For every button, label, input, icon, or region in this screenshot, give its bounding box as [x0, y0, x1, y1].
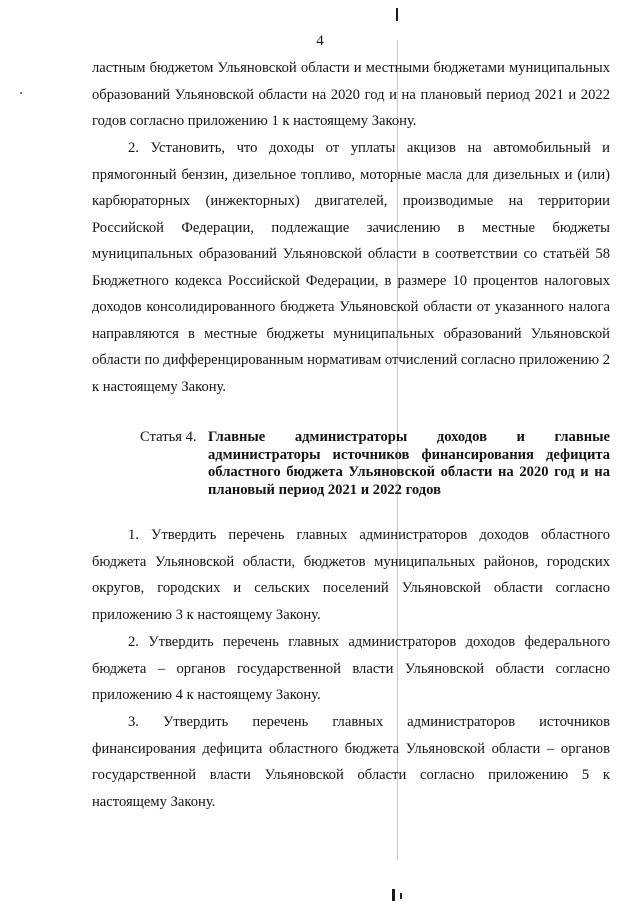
paragraph-continuation: ластным бюджетом Ульяновской области и местными бюджетами муниципальных образований Ульяновской области на 2020 год и на плановый период 2021 и 2022 годов согласно приложению 1 к настоящему Закону.: [92, 60, 610, 129]
article-title: Главные администраторы доходов и главные администраторы источников финансирования дефицита областного бюджета Ульяновской области на 2020 год и на плановый период 2021 и 2022 годов: [208, 429, 610, 498]
page-number: 4: [316, 33, 324, 49]
article-item-1: 1. Утвердить перечень главных администраторов доходов областного бюджета Ульяновской области, бюджетов муниципальных районов, городских округов, городских и сельских поселений Ульяновской области согласно приложению 3 к настоящему Закону.: [92, 527, 610, 623]
article-heading: [140, 429, 610, 499]
scan-mark-bottom: [392, 889, 395, 901]
article-item-3: 3. Утвердить перечень главных администраторов источников финансирования дефицита областного бюджета Ульяновской области – органов государственной власти Ульяновской области согласно приложению 5 к настоящему Закону.: [92, 714, 610, 810]
article-number: Статья 4.: [140, 429, 197, 445]
article-item-2: 2. Утвердить перечень главных администраторов доходов федерального бюджета – органов государственной власти Ульяновской области согласно приложению 4 к настоящему Закону.: [92, 634, 610, 703]
paragraph-item-2: 2. Установить, что доходы от уплаты акцизов на автомобильный и прямогонный бензин, дизельное топливо, моторные масла для дизельных и (или) карбюраторных (инжекторных) двигателей, производимые на территории Российской Федерации, подлежащие зачислению в местные бюджеты муниципальных образований Ульяновской области в соответствии со статьёй 58 Бюджетного кодекса Российской Федерации, в размере 10 процентов налоговых доходов консолидированного бюджета Ульяновской области от указанного налога направляются в местные бюджеты муниципальных образований Ульяновской области по дифференцированным нормативам отчислений согласно приложению 2 к настоящему Закону.: [92, 140, 610, 395]
scan-mark-left: [20, 92, 22, 94]
scan-mark-top: [396, 8, 398, 21]
scan-mark-bottom-2: [400, 893, 402, 899]
